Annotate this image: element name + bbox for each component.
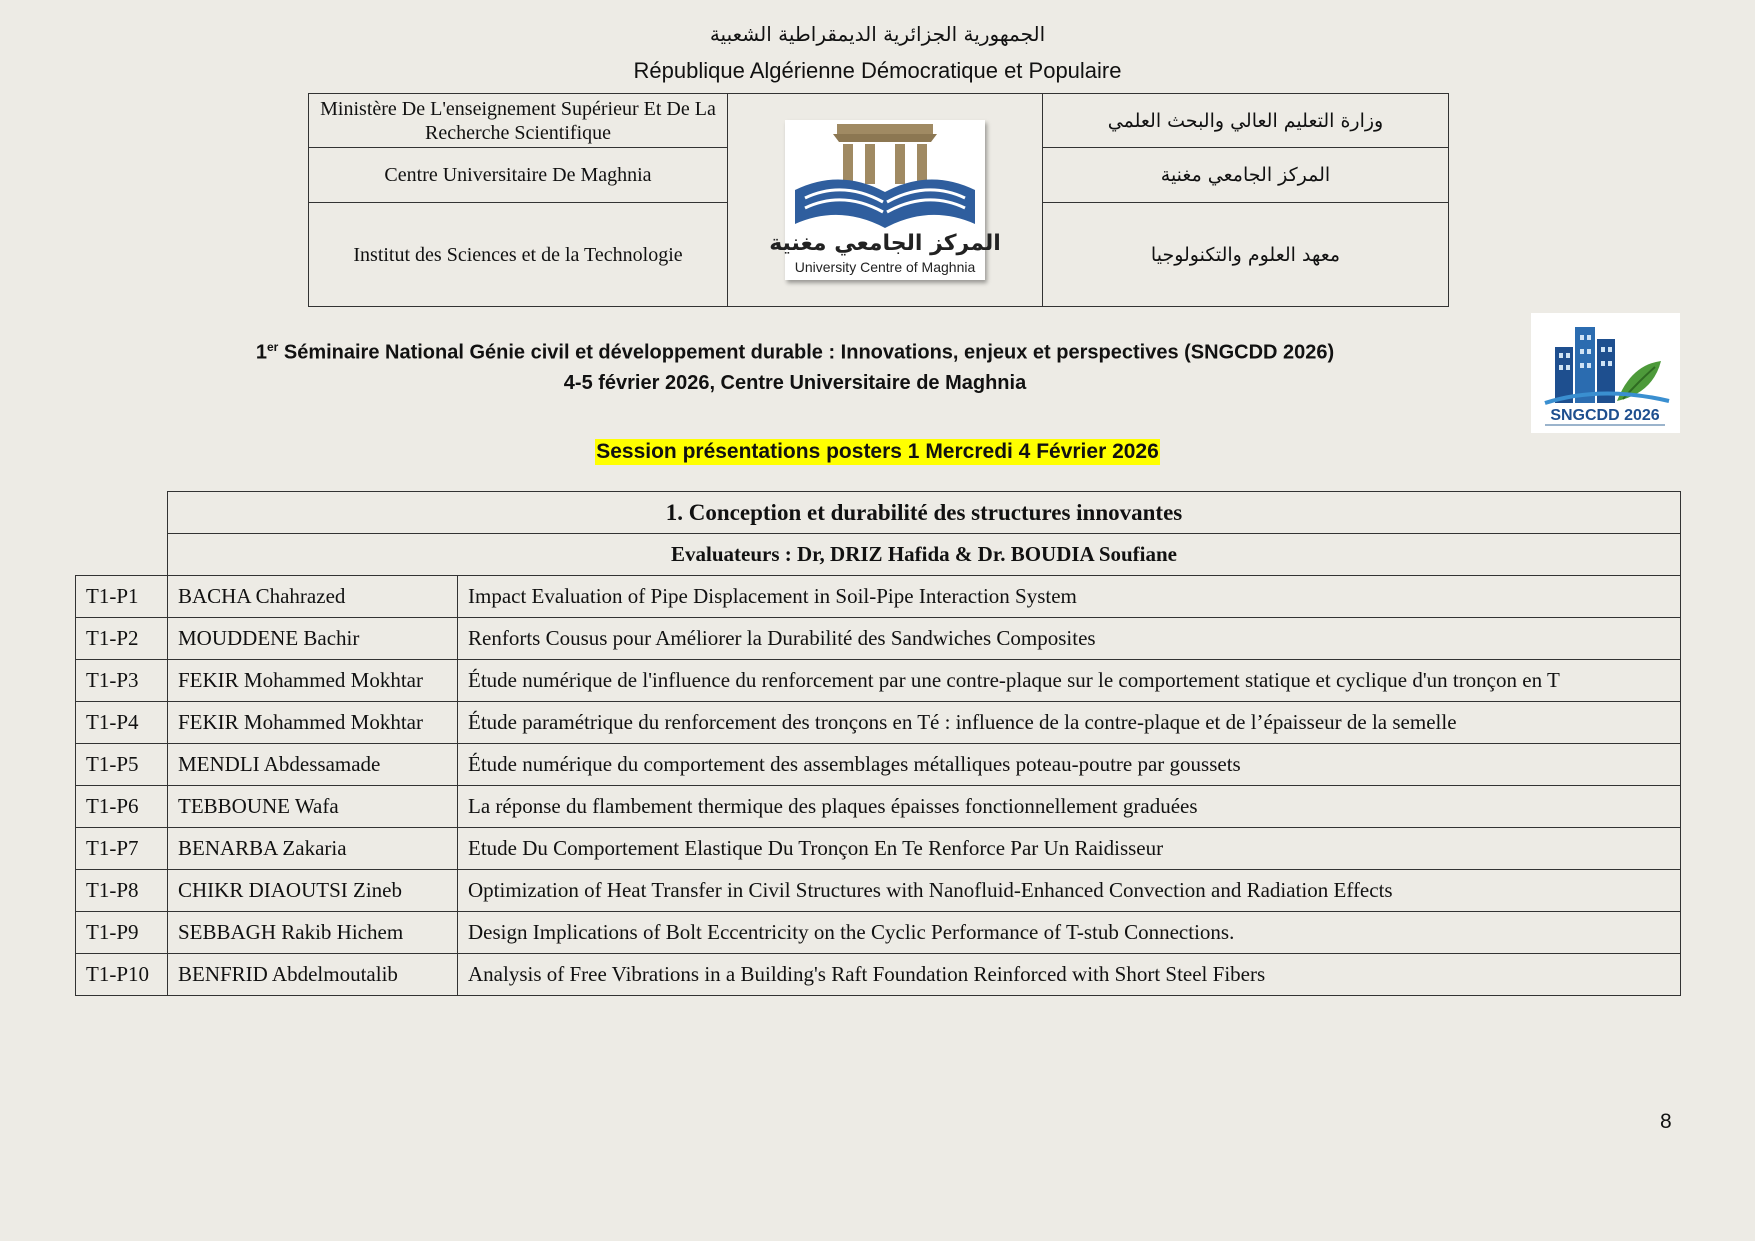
poster-row — [76, 912, 1681, 954]
sngcdd-logo-icon — [1531, 313, 1680, 433]
poster-row — [76, 870, 1681, 912]
poster-title: Impact Evaluation of Pipe Displacement in Soil-Pipe Interaction System — [458, 576, 1681, 618]
poster-author: TEBBOUNE Wafa — [168, 786, 458, 828]
poster-author: CHIKR DIAOUTSI Zineb — [168, 870, 458, 912]
poster-author: BENARBA Zakaria — [168, 828, 458, 870]
poster-row — [76, 828, 1681, 870]
blank-cell — [76, 492, 168, 534]
poster-author: MENDLI Abdessamade — [168, 744, 458, 786]
theme-evaluators: Evaluateurs : Dr, DRIZ Hafida & Dr. BOUDIA Soufiane — [168, 534, 1681, 576]
ministry-fr: Ministère De L'enseignement Supérieur Et De La Recherche Scientifique — [309, 94, 728, 148]
poster-code: T1-P10 — [76, 954, 168, 996]
seminar-title-text: Séminaire National Génie civil et développement durable : Innovations, enjeux et perspectives (SNGCDD 2026) — [278, 341, 1335, 364]
poster-title: Étude numérique du comportement des assemblages métalliques poteau-poutre par goussets — [458, 744, 1681, 786]
poster-row — [76, 786, 1681, 828]
theme-title: 1. Conception et durabilité des structures innovantes — [168, 492, 1681, 534]
centre-ar: المركز الجامعي مغنية — [1043, 148, 1449, 203]
seminar-ordinal: 1 — [255, 341, 267, 364]
poster-code: T1-P1 — [76, 576, 168, 618]
poster-row — [76, 744, 1681, 786]
ministry-ar: وزارة التعليم العالي والبحث العلمي — [1043, 94, 1449, 148]
poster-title: Analysis of Free Vibrations in a Building's Raft Foundation Reinforced with Short Steel Fibers — [458, 954, 1681, 996]
poster-author: FEKIR Mohammed Mokhtar — [168, 660, 458, 702]
poster-author: SEBBAGH Rakib Hichem — [168, 912, 458, 954]
poster-code: T1-P4 — [76, 702, 168, 744]
poster-title: Optimization of Heat Transfer in Civil Structures with Nanofluid-Enhanced Convection and Radiation Effects — [458, 870, 1681, 912]
institute-ar: معهد العلوم والتكنولوجيا — [1043, 203, 1449, 307]
poster-code: T1-P7 — [76, 828, 168, 870]
poster-title: Etude Du Comportement Elastique Du Tronçon En Te Renforce Par Un Raidisseur — [458, 828, 1681, 870]
poster-title: Étude paramétrique du renforcement des tronçons en Té : influence de la contre-plaque et de l’épaisseur de la semelle — [458, 702, 1681, 744]
svg-text:SNGCDD 2026: SNGCDD 2026 — [1550, 407, 1660, 424]
university-logo — [769, 120, 1001, 280]
poster-author: BACHA Chahrazed — [168, 576, 458, 618]
poster-code: T1-P2 — [76, 618, 168, 660]
poster-author: MOUDDENE Bachir — [168, 618, 458, 660]
university-logo-cell — [728, 94, 1043, 307]
svg-text:University Centre of Maghnia: University Centre of Maghnia — [794, 259, 976, 275]
poster-row — [76, 702, 1681, 744]
centre-fr: Centre Universitaire De Maghnia — [309, 148, 728, 203]
seminar-title — [0, 340, 1590, 365]
poster-title: Design Implications of Bolt Eccentricity on the Cyclic Performance of T-stub Connections. — [458, 912, 1681, 954]
poster-row — [76, 954, 1681, 996]
poster-code: T1-P6 — [76, 786, 168, 828]
poster-code: T1-P9 — [76, 912, 168, 954]
poster-row — [76, 618, 1681, 660]
institute-fr: Institut des Sciences et de la Technologie — [309, 203, 728, 307]
french-republic-heading: République Algérienne Démocratique et Populaire — [633, 58, 1122, 83]
seminar-ordinal-suffix: er — [266, 340, 279, 354]
poster-table — [75, 491, 1681, 996]
session-title: Session présentations posters 1 Mercredi 4 Février 2026 — [596, 440, 1159, 463]
poster-row — [76, 660, 1681, 702]
poster-author: BENFRID Abdelmoutalib — [168, 954, 458, 996]
svg-text:المركز الجامعي مغنية: المركز الجامعي مغنية — [769, 231, 1001, 256]
seminar-date-place: 4-5 février 2026, Centre Universitaire de Maghnia — [563, 372, 1027, 394]
page-number: 8 — [1660, 1110, 1672, 1133]
poster-author: FEKIR Mohammed Mokhtar — [168, 702, 458, 744]
poster-row — [76, 576, 1681, 618]
arabic-republic-heading: الجمهورية الجزائرية الديمقراطية الشعبية — [709, 22, 1046, 46]
university-logo-icon — [769, 120, 1001, 280]
blank-cell — [76, 534, 168, 576]
poster-title: La réponse du flambement thermique des plaques épaisses fonctionnellement graduées — [458, 786, 1681, 828]
poster-code: T1-P8 — [76, 870, 168, 912]
poster-title: Renforts Cousus pour Améliorer la Durabilité des Sandwiches Composites — [458, 618, 1681, 660]
poster-code: T1-P3 — [76, 660, 168, 702]
institution-header-table — [308, 93, 1449, 307]
sngcdd-logo — [1531, 313, 1680, 433]
poster-code: T1-P5 — [76, 744, 168, 786]
poster-title: Étude numérique de l'influence du renforcement par une contre-plaque sur le comportement statique et cyclique d'un tronçon en T — [458, 660, 1681, 702]
